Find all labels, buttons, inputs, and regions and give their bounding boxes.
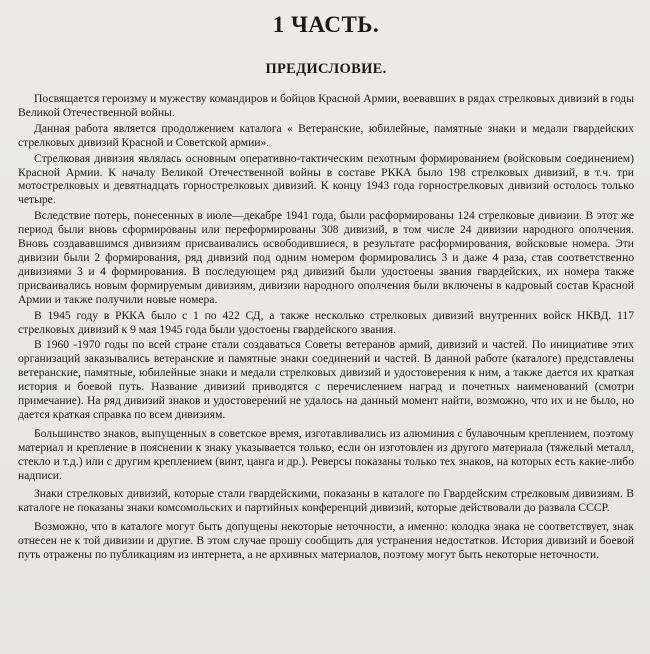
paragraph: В 1945 году в РККА было с 1 по 422 СД, а также несколько стрелковых дивизий внутренних войск НКВД. 117 стрелковых дивизий к 9 мая 1945 года были удостоены гвардейского звания. xyxy=(18,308,634,336)
paragraph: Возможно, что в каталоге могут быть допущены некоторые неточности, а именно: колодка знака не соответствует, знак отнесен не к той дивизии и другие. В этом случае прошу сообщить для устранения недостатков. История дивизий и боевой путь отражены по публикациям из интернета, а не архивных материалов, поэтому могут быть некоторые неточности. xyxy=(18,520,634,562)
paragraph: Знаки стрелковых дивизий, которые стали гвардейскими, показаны в каталоге по Гвардейским стрелковым дивизиям. В каталоге не показаны знаки комсомольских и партийных конференций дивизий, которые действовали до развала СССР. xyxy=(18,487,634,515)
paragraph: В 1960 -1970 годы по всей стране стали создаваться Советы ветеранов армий, дивизий и частей. По инициативе этих организаций заказывались ветеранские и памятные знаки соединений и частей. В данной работе (каталоге) представлены ветеранские, памятные, юбилейные знаки и медали стрелковых дивизий и удостоверения к ним, а также дается их краткая история и боевой путь. Название дивизий приводятся с перечислением наград и почетных наименований (смотри примечание). На ряд дивизий знаков и удостоверений не удалось на данный момент найти, возможно, что их и не было, но дается краткая справка по всем дивизиям. xyxy=(18,338,634,421)
paragraph: Данная работа является продолжением каталога « Ветеранские, юбилейные, памятные знаки и медали гвардейских стрелковых дивизий Красной и Советской армии». xyxy=(18,121,634,149)
paragraph: Стрелковая дивизия являлась основным оперативно-тактическим пехотным формированием (войсковым соединением) Красной Армии. К началу Великой Отечественной войны в составе РККА было 198 стрелковых дивизий, в т.ч. три мотострелковых и девятнадцать горнострелковых дивизий. К концу 1943 года горнострелковых дивизий остолось только четыре. xyxy=(18,151,634,207)
part-title: 1 ЧАСТЬ. xyxy=(272,12,380,37)
paragraph: Посвящается героизму и мужеству командиров и бойцов Красной Армии, воевавших в рядах стрелковых дивизий в годы Великой Отечественной войны. xyxy=(18,92,634,119)
paragraph: Вследствие потерь, понесенных в июле—декабре 1941 года, были расформированы 124 стрелковые дивизии. В этот же период были вновь сформированы или переформированы 308 дивизий, в том числе 24 дивизии народного ополчения. Вновь создававшимся дивизиям присваивались освободившиеся, в результате расформирования, войсковые номера. Эти дивизии были 2 формирования, ряд дивизий под одним номером формировались 3 и даже 4 раза, став соответственно дивизиями 3 и 4 формирования. В последующем ряд дивизий были удостоены звания гвардейских, их номера также присваивались новым формируемым дивизиям, дивизии народного ополчения были включены в кадровый состав Красной Армии и также получили новые номера. xyxy=(18,209,634,306)
preface-heading: ПРЕДИСЛОВИЕ. xyxy=(265,61,387,77)
paragraph: Большинство знаков, выпущенных в советское время, изготавливались из алюминия с булавочным креплением, поэтому материал и крепление в пояснении к знаку указывается только, если он изготовлен из другого материала (тяжелый металл, стекло и т.д.) или с другим креплением (винт, цанга и др.). Реверсы показаны только тех знаков, на которых есть какие-либо надписи. xyxy=(18,426,634,482)
